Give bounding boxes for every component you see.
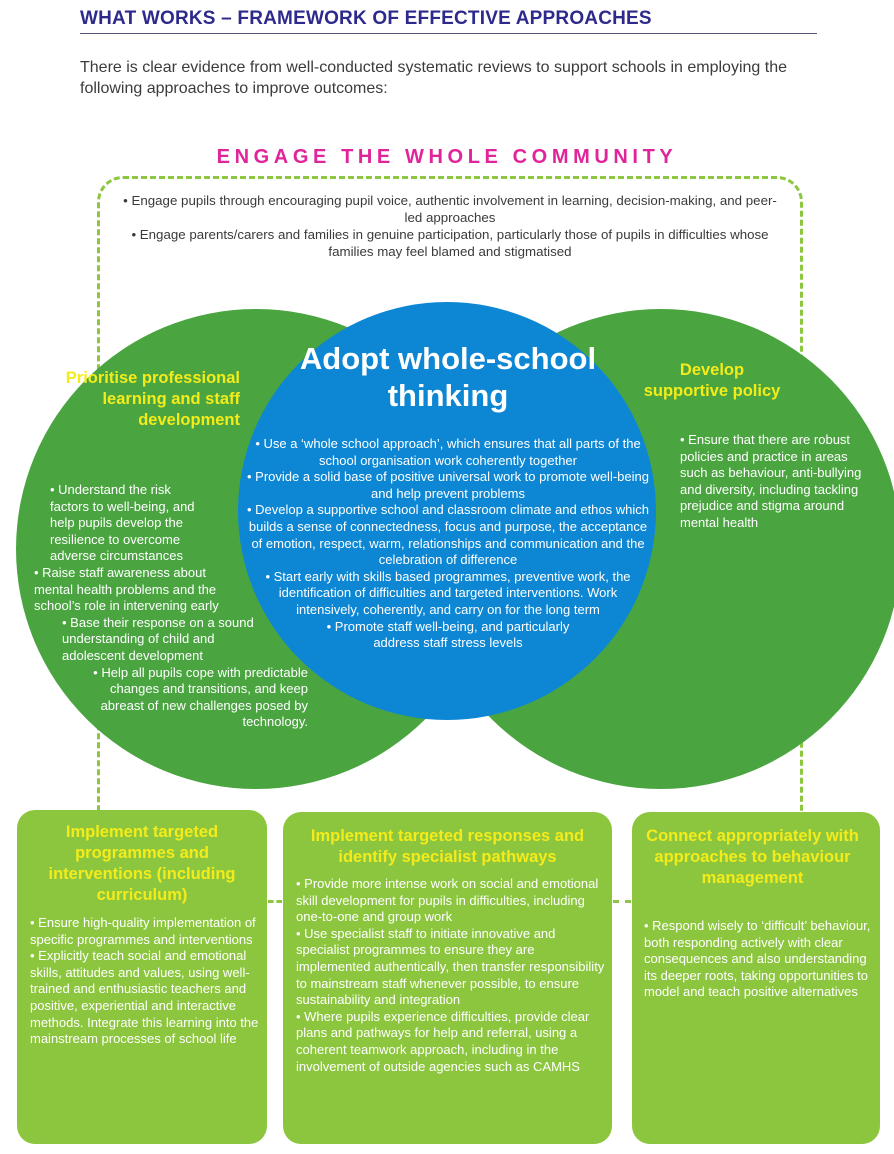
supportive-policy-heading: Develop supportive policy (643, 361, 781, 400)
list-item: • Where pupils experience difficulties, provide clear plans and pathways for help and referral, using a coherent teamwork approach, including in the involvement of outside agencies such as CAMHS (296, 1008, 590, 1074)
connector-dash (613, 900, 631, 903)
list-item: • Understand the risk factors to well-being, and help pupils develop the resilience to overcome adverse circumstances (50, 482, 195, 564)
targeted-programmes-list (30, 915, 262, 1048)
targeted-responses-heading: Implement targeted responses and identify specialist pathways (310, 827, 585, 866)
list-item: • Start early with skills based programmes, preventive work, the identification of difficulties and targeted interventions. Work intensively, coherently, and carry on for the long term (265, 568, 631, 617)
list-item: • Provide more intense work on social and emotional skill development for pupils in difficulties, including one-to-one and group work (296, 876, 599, 925)
list-item: • Explicitly teach social and emotional skills, attitudes and values, using well-trained and enthusiastic teachers and positive, experiential and interactive methods. Integrate this learning into the mainstream processes of school life (30, 948, 259, 1047)
targeted-responses-list (296, 876, 608, 1075)
list-item: • Develop a supportive school and classroom climate and ethos which builds a sense of connectedness, focus and purpose, the acceptance of emotion, respect, warm, relationships and communication and the celebration of difference (247, 502, 649, 568)
list-item: • Respond wisely to ‘difficult’ behaviour, both responding actively with clear consequences and also understanding its deeper roots, taking opportunities to model and teach positive alternatives (644, 918, 871, 1000)
intro-text: There is clear evidence from well-conducted systematic reviews to support schools in employing the following approaches to improve outcomes: (80, 59, 787, 97)
list-item: • Provide a solid base of positive universal work to promote well-being and help prevent problems (247, 469, 649, 501)
list-item: • Use specialist staff to initiate innovative and specialist programmes to ensure they are implemented authentically, then transfer responsibility to mainstream staff whenever possible, to ensure sustainability and integration (296, 925, 605, 1008)
engage-list (120, 192, 780, 260)
behaviour-management-list (644, 918, 872, 1001)
page-title: WHAT WORKS – FRAMEWORK OF EFFECTIVE APPROACHES (80, 8, 652, 29)
behaviour-management-heading: Connect appropriately with approaches to behaviour management (646, 827, 859, 887)
engage-item: • Engage pupils through encouraging pupil voice, authentic involvement in learning, decision-making, and peer-led approaches (123, 193, 777, 225)
list-item: • Ensure that there are robust policies and practice in areas such as behaviour, anti-bullying and diversity, including tackling prejudice and stigma around mental health (680, 432, 862, 530)
title-underline (80, 33, 817, 34)
targeted-programmes-heading: Implement targeted programmes and interventions (including curriculum) (48, 823, 236, 904)
supportive-policy-list (680, 432, 870, 532)
list-item: • Ensure high-quality implementation of specific programmes and interventions (30, 915, 256, 947)
engage-heading: ENGAGE THE WHOLE COMMUNITY (216, 146, 678, 168)
engage-item: • Engage parents/carers and families in genuine participation, particularly those of pupils in difficulties whose families may feel blamed and stigmatised (131, 227, 769, 259)
whole-school-list (244, 436, 652, 652)
list-item: • Help all pupils cope with predictable changes and transitions, and keep abreast of new challenges posed by technology. (93, 664, 308, 730)
list-item: • Base their response on a sound understanding of child and adolescent development (62, 614, 254, 663)
list-item: • Raise staff awareness about mental health problems and the school’s role in intervening early (34, 564, 219, 614)
connector-dash (268, 900, 282, 903)
professional-learning-heading: Prioritise professional learning and staff development (65, 369, 240, 429)
list-item: • Promote staff well-being, and particularly address staff stress levels (326, 618, 570, 651)
whole-school-heading: Adopt whole-school thinking (299, 341, 597, 413)
list-item: • Use a ‘whole school approach’, which ensures that all parts of the school organisation work coherently together (255, 436, 641, 468)
